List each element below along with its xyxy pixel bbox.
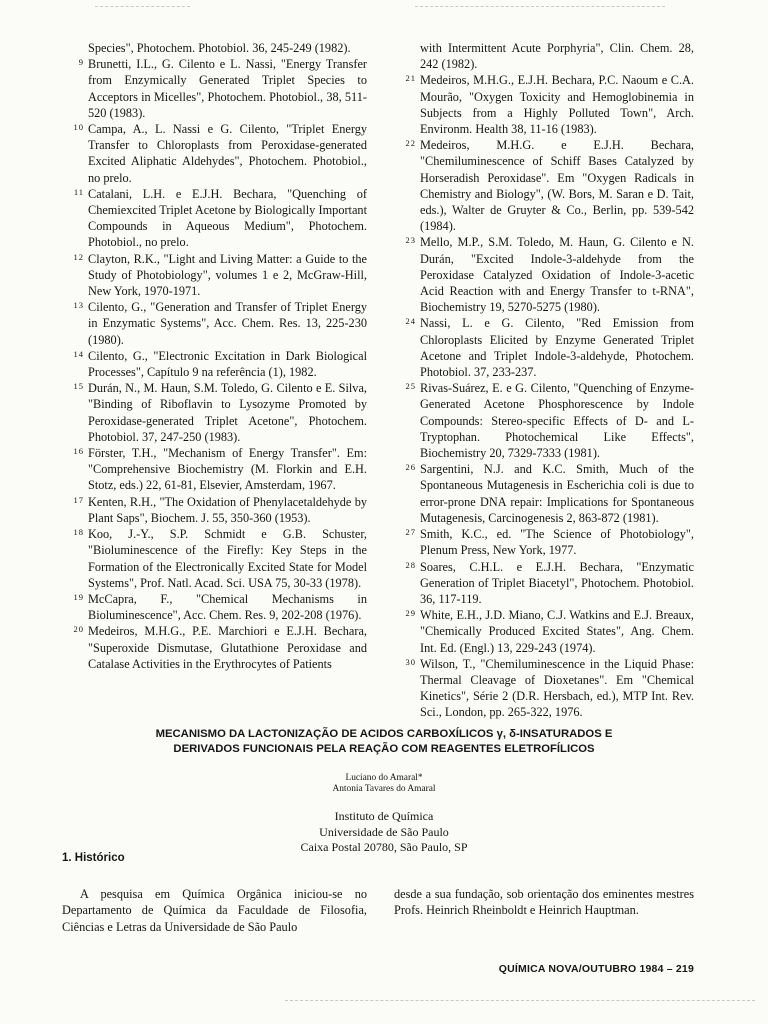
reference-number: 28 (405, 559, 416, 570)
reference-item (62, 348, 367, 380)
reference-item (62, 445, 367, 494)
reference-number: 26 (405, 462, 416, 473)
reference-number: 23 (405, 235, 416, 246)
reference-item (394, 607, 694, 656)
reference-item (394, 656, 694, 721)
reference-item (394, 526, 694, 558)
reference-text: Medeiros, M.H.G., E.J.H. Bechara, P.C. Naoum e C.A. Mourão, "Oxygen Toxicity and Hemoglobinemia in Subjects from a Highly Polluted Town", Arch. Environm. Health 38, 11-16 (1983). (420, 73, 694, 137)
reference-item (394, 40, 694, 72)
affiliation (234, 809, 534, 856)
reference-text: Durán, N., M. Haun, S.M. Toledo, G. Cilento e E. Silva, "Binding of Riboflavin to Lysozyme Promoted by Peroxidase-generated Triplet Acetone", Photochem. Photobiol. 37, 247-250 (1983). (88, 381, 367, 444)
reference-text: Smith, K.C., ed. "The Science of Photobiology", Plenum Press, New York, 1977. (420, 527, 694, 558)
reference-number: 21 (405, 73, 416, 84)
reference-item (62, 251, 367, 300)
article-title (100, 727, 668, 757)
reference-number: 25 (405, 381, 416, 392)
reference-text: Campa, A., L. Nassi e G. Cilento, "Triplet Energy Transfer to Chloroplasts from Peroxidase-generated Excited Aliphatic Aldehydes", Photochem. Photobiol., no prelo. (88, 122, 367, 185)
scan-artifact-top-left (95, 6, 190, 7)
body-text-left: A pesquisa em Química Orgânica iniciou-se no Departamento de Química da Faculdade de Filosofia, Ciências e Letras da Universidade de São Paulo (62, 887, 367, 934)
reference-item (62, 591, 367, 623)
reference-number: 14 (73, 348, 84, 359)
reference-number: 18 (73, 527, 84, 538)
reference-text: Kenten, R.H., "The Oxidation of Phenylacetaldehyde by Plant Saps", Biochem. J. 55, 350-360 (1953). (88, 494, 367, 525)
reference-text: Medeiros, M.H.G. e E.J.H. Bechara, "Chemiluminescence of Schiff Bases Catalyzed by Horseradish Peroxidase". Em "Oxygen Radicals in Chemistry and Biology", (W. Bors, M. Saran e D. Tait, eds.), Walter de Gruyter & Co., Berlin, pp. 539-542 (1984). (420, 138, 694, 234)
reference-item (394, 137, 694, 234)
reference-number: 24 (405, 316, 416, 327)
reference-number: 16 (73, 446, 84, 457)
reference-text: Wilson, T., "Chemiluminescence in the Liquid Phase: Thermal Cleavage of Dioxetanes". Em "Chemical Kinetics", Série 2 (D.R. Hersbach, ed.), MTP Int. Rev. Sci., London, pp. 265-322, 1976. (420, 656, 694, 720)
scan-artifact-top-right (415, 6, 665, 7)
reference-item (394, 315, 694, 380)
reference-text: Soares, C.H.L. e E.J.H. Bechara, "Enzymatic Generation of Triplet Biacetyl", Photochem. Photobiol. 36, 117-119. (420, 559, 694, 606)
page-footer: QUÍMICA NOVA/OUTUBRO 1984 – 219 (498, 963, 694, 975)
reference-item (394, 234, 694, 315)
reference-item (62, 121, 367, 186)
scan-artifact-bottom (285, 1000, 755, 1001)
reference-item (62, 40, 367, 56)
author-name: Luciano do Amaral* (345, 773, 423, 783)
reference-item (62, 380, 367, 445)
reference-item (62, 186, 367, 251)
reference-number: 20 (73, 624, 84, 635)
reference-text: Clayton, R.K., "Light and Living Matter: a Guide to the Study of Photobiology", volumes 1 e 2, McGraw-Hill, New York, 1970-1971. (88, 251, 367, 299)
reference-number: 17 (73, 494, 84, 505)
reference-text: Koo, J.-Y., S.P. Schmidt e G.B. Schuster, "Bioluminescence of the Firefly: Key Steps in the Formation of the Electronically Excited State for Model Systems", Prof. Natl. Acad. Sci. USA 75, 30-33 (1978). (88, 527, 367, 590)
references-left-column (62, 40, 367, 672)
author-list (234, 773, 534, 795)
reference-number: 15 (73, 381, 84, 392)
reference-number: 9 (78, 57, 84, 68)
reference-item (62, 56, 367, 121)
reference-text: Mello, M.P., S.M. Toledo, M. Haun, G. Cilento e N. Durán, "Excited Indole-3-aldehyde from the Peroxidase Catalyzed Oxidation of Indole-3-acetic Acid Reaction with and Energy Transfer to t-RNA", Biochemistry 19, 5270-5275 (1980). (420, 235, 694, 315)
article-title-line: MECANISMO DA LACTONIZAÇÃO DE ACIDOS CARBOXÍLICOS γ, δ-INSATURADOS E (155, 728, 613, 740)
reference-item (62, 526, 367, 591)
reference-number: 12 (73, 251, 84, 262)
reference-item (394, 380, 694, 461)
reference-text: with Intermittent Acute Porphyria", Clin. Chem. 28, 242 (1982). (420, 41, 694, 72)
reference-number: 22 (405, 138, 416, 149)
reference-text: Cilento, G., "Electronic Excitation in Dark Biological Processes", Capítulo 9 na referência (1), 1982. (88, 348, 367, 380)
reference-item (62, 299, 367, 348)
author-name: Antonia Tavares do Amaral (332, 784, 436, 794)
article-title-line: DERIVADOS FUNCIONAIS PELA REAÇÃO COM REAGENTES ELETROFÍLICOS (173, 743, 595, 755)
section-heading: 1. Histórico (62, 852, 125, 864)
affiliation-line: Instituto de Química (334, 809, 434, 823)
reference-number: 29 (405, 608, 416, 619)
body-text-right: desde a sua fundação, sob orientação dos eminentes mestres Profs. Heinrich Rheinboldt e Heinrich Hauptman. (394, 887, 694, 918)
reference-text: Nassi, L. e G. Cilento, "Red Emission from Chloroplasts Elicited by Enzyme Generated Triplet Acetone and Triplet Indole-3-aldehyde, Photochem. Photobiol. 37, 233-237. (420, 316, 694, 380)
reference-number: 27 (405, 527, 416, 538)
affiliation-line: Universidade de São Paulo (319, 824, 449, 839)
reference-number: 10 (73, 122, 84, 133)
reference-number: 11 (73, 186, 84, 197)
reference-text: Förster, T.H., "Mechanism of Energy Transfer". Em: "Comprehensive Biochemistry (M. Florkin and E.H. Stotz, eds.) 22, 61-81, Elsevier, Amsterdam, 1967. (88, 446, 367, 493)
reference-item (394, 461, 694, 526)
reference-text: McCapra, F., "Chemical Mechanisms in Bioluminescence", Acc. Chem. Res. 9, 202-208 (1976). (88, 591, 367, 623)
affiliation-line: Caixa Postal 20780, São Paulo, SP (300, 840, 468, 854)
reference-number: 19 (73, 591, 84, 602)
reference-item (394, 559, 694, 608)
reference-item (394, 72, 694, 137)
reference-text: Catalani, L.H. e E.J.H. Bechara, "Quenching of Chemiexcited Triplet Acetone by Biologically Important Compounds in Aqueous Medium", Photochem. Photobiol., no prelo. (88, 186, 367, 250)
references-right-column (394, 40, 694, 721)
reference-number: 30 (405, 656, 416, 667)
reference-item (62, 494, 367, 526)
reference-number: 13 (73, 300, 84, 311)
reference-text: Species", Photochem. Photobiol. 36, 245-249 (1982). (88, 41, 351, 55)
reference-text: Rivas-Suárez, E. e G. Cilento, "Quenching of Enzyme-Generated Acetone Phosphorescence by Indole Compounds: Stereo-specific Effects of D- and L-Tryptophan. Photochemical Like Effects", Biochemistry 20, 7329-7333 (1981). (420, 381, 694, 461)
reference-text: Medeiros, M.H.G., P.E. Marchiori e E.J.H. Bechara, "Superoxide Dismutase, Glutathione Peroxidase and Catalase Activities in the Erythrocytes of Patients (88, 624, 367, 671)
reference-text: Sargentini, N.J. and K.C. Smith, Much of the Spontaneous Mutagenesis in Escherichia coli is due to error-prone DNA repair: Implications for Spontaneous Mutagenesis, Carcinogenesis 2, 863-872 (1981). (420, 462, 694, 525)
reference-text: Brunetti, I.L., G. Cilento e L. Nassi, "Energy Transfer from Enzymically Generated Triplet Species to Acceptors in Micelles", Photochem. Photobiol., 38, 511-520 (1983). (88, 57, 367, 120)
reference-text: Cilento, G., "Generation and Transfer of Triplet Energy in Enzymatic Systems", Acc. Chem. Res. 13, 225-230 (1980). (88, 300, 367, 347)
reference-item (62, 623, 367, 672)
reference-text: White, E.H., J.D. Miano, C.J. Watkins and E.J. Breaux, "Chemically Produced Excited States", Ang. Chem. Int. Ed. (Engl.) 13, 229-243 (1974). (420, 608, 694, 655)
